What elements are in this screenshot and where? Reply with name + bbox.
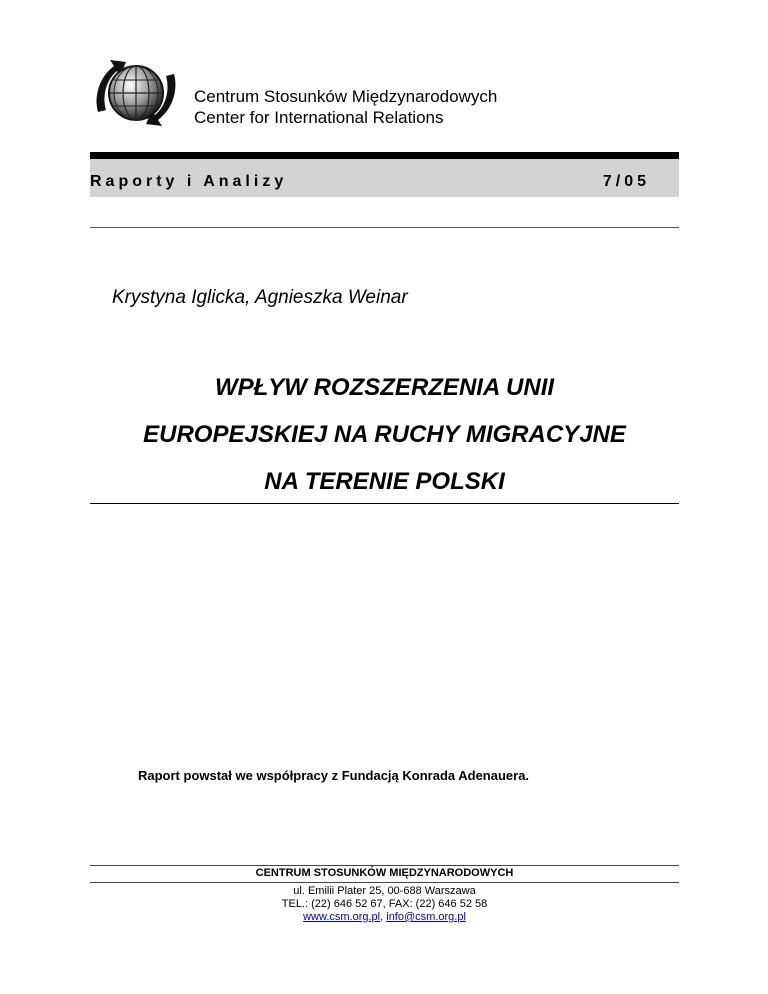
footer-links: [90, 911, 679, 924]
series-number: 7/05: [602, 173, 650, 190]
footer-phone: TEL.: (22) 646 52 67, FAX: (22) 646 52 58: [281, 898, 488, 910]
website-link[interactable]: www.csm.org.pl: [303, 911, 381, 923]
document-title: [90, 364, 679, 505]
cooperation-note: Raport powstał we współpracy z Fundacją Konrada Adenauera.: [138, 768, 530, 783]
footer-address: ul. Emilii Plater 25, 00-688 Warszawa: [293, 885, 476, 897]
globe-logo-icon: [90, 50, 182, 136]
divider: [90, 865, 679, 866]
org-names: [194, 86, 497, 128]
org-name-pl: Centrum Stosunków Międzynarodowych: [194, 87, 498, 106]
series-band: [90, 159, 679, 197]
title-line: EUROPEJSKIEJ NA RUCHY MIGRACYJNE: [143, 421, 626, 448]
org-name-en: Center for International Relations: [194, 108, 444, 127]
authors: Krystyna Iglicka, Agnieszka Weinar: [112, 287, 408, 308]
divider: [90, 503, 679, 504]
links-separator: ,: [380, 911, 387, 923]
footer-org: CENTRUM STOSUNKÓW MIĘDZYNARODOWYCH: [255, 867, 514, 879]
title-line: NA TERENIE POLSKI: [264, 468, 505, 495]
footer: [90, 867, 679, 924]
divider: [90, 227, 679, 228]
email-link[interactable]: info@csm.org.pl: [386, 911, 466, 923]
title-line: WPŁYW ROZSZERZENIA UNII: [214, 374, 555, 401]
header-rule: [90, 152, 679, 159]
series-label: Raporty i Analizy: [90, 173, 288, 190]
